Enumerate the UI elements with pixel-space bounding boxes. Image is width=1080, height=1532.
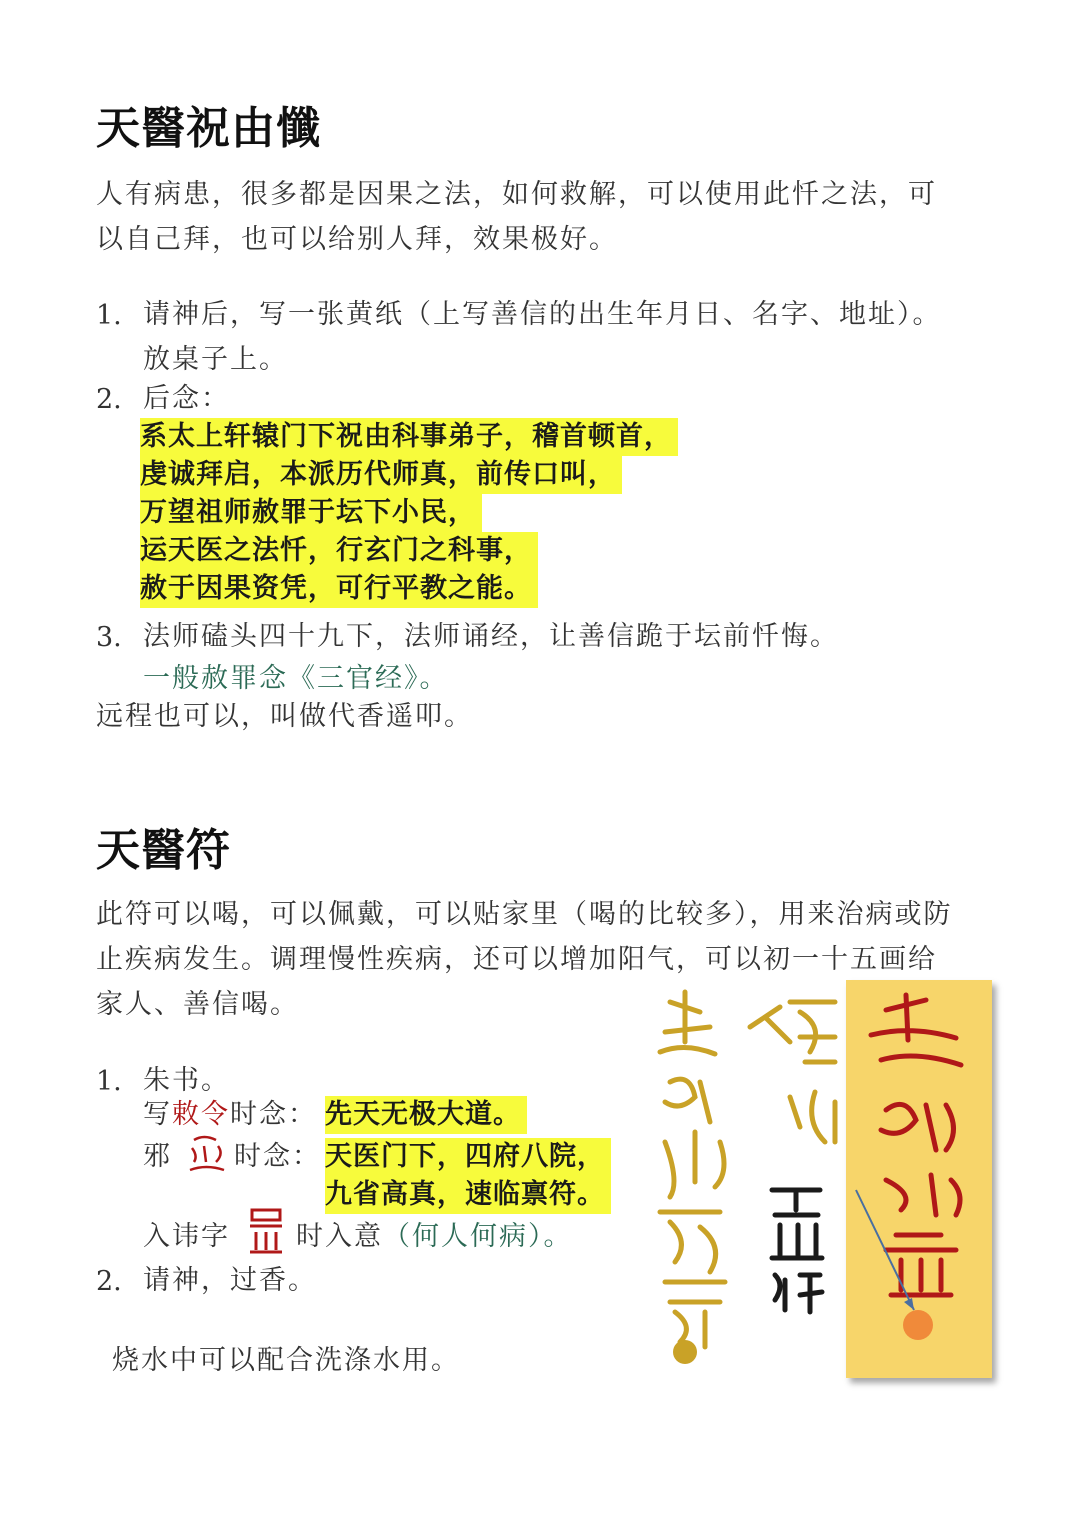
- intro-line: 以自己拜，也可以给别人拜，效果极好。: [96, 224, 618, 255]
- chant-line: 系太上轩辕门下祝由科事弟子，稽首顿首，: [140, 418, 678, 456]
- talisman-red-glyphs-icon: [846, 980, 992, 1378]
- step-1: [143, 292, 942, 382]
- row-suffix: 时念：: [230, 1099, 317, 1130]
- intro-line: 家人、善信喝。: [96, 989, 299, 1020]
- row-prefix: 写: [143, 1099, 172, 1130]
- intro-line: 此符可以喝，可以佩戴，可以贴家里（喝的比较多），用来治病或防: [96, 899, 953, 930]
- step-3-note: 一般赦罪念《三官经》。: [143, 663, 449, 694]
- intro-line: 止疾病发生。调理慢性疾病，还可以增加阳气，可以初一十五画给: [96, 944, 937, 975]
- step-number: 3.: [96, 622, 122, 653]
- row-suffix: 时念：: [234, 1141, 321, 1172]
- chant-line: 先天无极大道。: [325, 1096, 527, 1134]
- chant-line: 虔诚拜启，本派历代师真，前传口叫，: [140, 456, 622, 494]
- step-1-label: 朱书。: [143, 1065, 230, 1096]
- section1-title: 天醫祝由懺: [96, 103, 321, 154]
- hui-glyph-icon: [244, 1206, 288, 1256]
- section2-title: 天醫符: [96, 825, 231, 876]
- step-3: 法师磕头四十九下，法师诵经，让善信跪于坛前忏悔。: [143, 621, 839, 652]
- chant-line: 赦于因果资凭，可行平教之能。: [140, 570, 538, 608]
- chant-line: 运天医之法忏，行玄门之科事，: [140, 532, 538, 570]
- row-prefix: 入讳字: [143, 1221, 230, 1252]
- chant-block: [140, 418, 678, 608]
- step-1-row: [296, 1218, 573, 1256]
- talisman-paper: [846, 980, 992, 1378]
- step-1-row: [143, 1096, 317, 1134]
- talisman-black-strokes-icon: [760, 1180, 850, 1320]
- chant-line: 九省高真，速临禀符。: [325, 1176, 611, 1214]
- chant-line: 万望祖师赦罪于坛下小民，: [140, 494, 482, 532]
- step-number: 1.: [96, 1066, 122, 1097]
- talisman-glyph-icon: [184, 1132, 230, 1178]
- intro-line: 人有病患，很多都是因果之法，如何救解，可以使用此忏之法，可: [96, 179, 937, 210]
- step-2-label: 请神，过香。: [143, 1265, 317, 1296]
- step-text: 请神后，写一张黄纸（上写善信的出生年月日、名字、地址）。: [143, 299, 942, 330]
- row-note: （何人何病）。: [383, 1221, 573, 1252]
- step-2: 后念：: [143, 383, 230, 414]
- row-suffix: 时入意: [296, 1221, 383, 1252]
- chant-line: 天医门下，四府八院，: [325, 1138, 611, 1176]
- row-prefix: 邪: [143, 1141, 172, 1172]
- section1-intro: [96, 172, 937, 262]
- chiling-text: 敕令: [172, 1099, 230, 1130]
- step-number: 2.: [96, 384, 122, 415]
- section2-footer: 烧水中可以配合洗涤水用。: [112, 1345, 460, 1376]
- step-text: 放桌子上。: [143, 344, 288, 375]
- section1-footer: 远程也可以，叫做代香遥叩。: [96, 701, 473, 732]
- step-number: 2.: [96, 1266, 122, 1297]
- step-number: 1.: [96, 300, 122, 331]
- step-1-row: [143, 1138, 172, 1176]
